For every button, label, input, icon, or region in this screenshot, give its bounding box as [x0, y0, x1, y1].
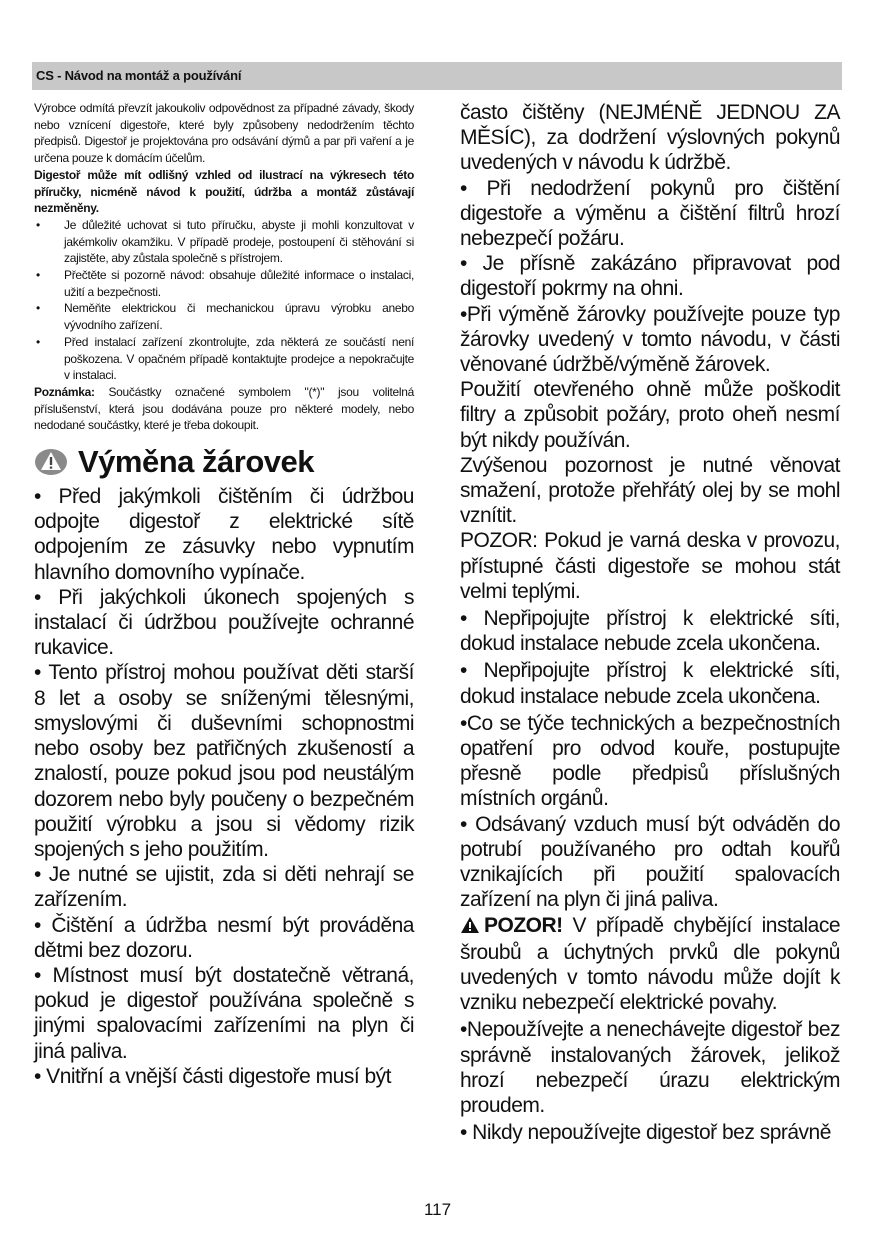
bullet-symbol: • — [36, 217, 40, 232]
paragraph: • Při nedodržení pokynů pro čištění digestoře a výměnu a čištění filtrů hrozí nebezpečí požáru. — [460, 176, 840, 251]
paragraph: často čištěny (NEJMÉNĚ JEDNOU ZA MĚSÍC), za dodržení výslovných pokynů uvedených v návodu k údržbě. — [460, 101, 840, 175]
paragraph: • Tento přístroj mohou používat děti starší 8 let a osoby se sníženými tělesnými, smyslovými či duševními schopnostmi nebo osoby bez patřičných zkušeností a znalostí, pouze pokud jsou pod neustálým dozorem nebo byly poučeny o bezpečném použití výrobku a jsou si vědomy rizik spojených s jeho použitím. — [34, 661, 414, 861]
list-item-text: Přečtěte si pozorně návod: obsahuje důležité informace o instalaci, užití a bezpečnosti. — [64, 268, 414, 299]
intro-paragraph: Výrobce odmítá převzít jakoukoliv odpovědnost za případné závady, škody nebo vznícení digestoře, které byly způsobeny nedodržením těchto předpisů. Digestoř je projektována pro odsávání dýmů a par při vaření a je určena pouze k domácím účelům. — [34, 101, 414, 166]
warning-icon — [34, 447, 68, 477]
paragraph: Zvýšenou pozornost je nutné věnovat smažení, protože přehřátý olej by se mohl vznítit. — [460, 453, 840, 528]
paragraph: • Je nutné se ujistit, zda si děti nehrají se zařízením. — [34, 863, 414, 912]
list-item — [34, 334, 414, 384]
note-label: Poznámka: — [34, 384, 95, 399]
paragraph: • Při jakýchkoli úkonech spojených s instalací či údržbou používejte ochranné rukavice. — [34, 585, 414, 660]
paragraph: • Nepřipojujte přístroj k elektrické síti, dokud instalace nebude zcela ukončena. — [460, 659, 840, 708]
right-column — [460, 100, 840, 1145]
paragraph: •Při výměně žárovky používejte pouze typ žárovky uvedený v tomto návodu, v části věnované údržbě/výměně žárovek. — [460, 302, 840, 377]
paragraph: • Vnitřní a vnější části digestoře musí být — [34, 1064, 392, 1088]
left-column — [34, 100, 414, 1089]
paragraph: • Je přísně zakázáno připravovat pod digestoří pokrmy na ohni. — [460, 252, 840, 301]
paragraph: • Nikdy nepoužívejte digestoř bez správně — [460, 1121, 831, 1145]
paragraph: •Co se týče technických a bezpečnostních opatření pro odvod kouře, postupujte přesně podle předpisů příslušných místních orgánů. — [460, 711, 840, 811]
paragraph: • Odsávaný vzduch musí být odváděn do potrubí používaného pro odtah kouřů vznikajících při použití spalovacích zařízení na plyn či jiná paliva. — [460, 812, 840, 912]
intro-bullet-list — [34, 217, 414, 384]
list-item — [34, 267, 414, 300]
pozor-label: POZOR! — [484, 913, 563, 937]
intro-block — [34, 100, 414, 434]
pozor-text: V případě chybějící instalace šroubů a úchytných prvků dle pokynů uvedených v tomto návodu může dojít k vzniku nebezpečí elektrické povahy. — [460, 913, 840, 1015]
paragraph: • Před jakýmkoli čištěním či údržbou odpojte digestoř z elektrické sítě odpojením ze zásuvky nebo vypnutím hlavního domovního vypínače. — [34, 485, 414, 584]
section-heading — [34, 444, 414, 480]
header-title: CS - Návod na montáž a používání — [36, 68, 242, 83]
right-big-text — [460, 100, 840, 1145]
bullet-symbol: • — [36, 334, 40, 349]
list-item — [34, 217, 414, 267]
bold-note: Digestoř může mít odlišný vzhled od ilustrací na výkresech této příručky, nicméně návod k použití, údržba a montáž zůstávají nezměněny. — [34, 167, 414, 216]
note-text: Součástky označené symbolem "(*)" jsou volitelná příslušenství, která jsou dodávána pouze pro některé modely, nebo nedodané součástky, které je třeba dokoupit. — [34, 384, 414, 433]
list-item-text: Je důležité uchovat si tuto příručku, abyste ji mohli konzultovat v jakémkoliv okamžiku. V případě prodeje, postoupení či stěhování si zajistěte, aby zůstala společně s přístrojem. — [64, 217, 414, 266]
paragraph: • Čištění a údržba nesmí být prováděna dětmi bez dozoru. — [34, 913, 414, 962]
pozor-paragraph — [460, 913, 840, 1016]
list-item-text: Neměňte elektrickou či mechanickou úpravu výrobku anebo vývodního zařízení. — [64, 301, 414, 333]
paragraph: • Místnost musí být dostatečně větraná, pokud je digestoř používána společně s jinými spalovacími zařízeními na plyn či jiná paliva. — [34, 963, 414, 1063]
note-paragraph — [34, 384, 414, 434]
section-title: Výměna žárovek — [78, 444, 314, 480]
page-number: 117 — [423, 1200, 452, 1219]
left-big-text — [34, 484, 414, 1089]
header-bar — [32, 62, 842, 90]
paragraph: POZOR: Pokud je varná deska v provozu, přístupné části digestoře se mohou stát velmi teplými. — [460, 529, 840, 603]
paragraph: •Nepoužívejte a nenechávejte digestoř bez správně instalovaných žárovek, jelikož hrozí nebezpečí úrazu elektrickým proudem. — [460, 1018, 840, 1117]
list-item — [34, 300, 414, 333]
warning-triangle-icon — [460, 915, 480, 940]
paragraph: • Nepřipojujte přístroj k elektrické síti, dokud instalace nebude zcela ukončena. — [460, 607, 840, 656]
bullet-symbol: • — [36, 301, 40, 316]
list-item-text: Před instalací zařízení zkontrolujte, zda některá ze součástí není poškozena. V opačném případě kontaktujte prodejce a nepokračujte v instalaci. — [64, 334, 414, 383]
paragraph: Použití otevřeného ohně může poškodit filtry a způsobit požáry, proto oheň nesmí být nikdy používán. — [460, 378, 840, 452]
bullet-symbol: • — [36, 268, 40, 283]
